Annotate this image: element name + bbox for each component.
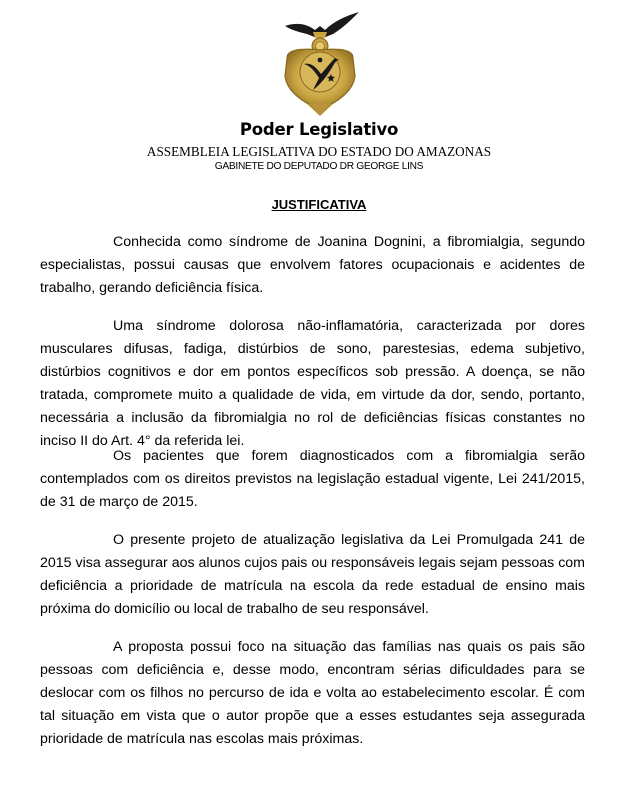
paragraph-5: A proposta possui foco na situação das famílias nas quais os pais são pessoas com deficiência e, desse modo, encontram sérias dificuldades para se deslocar com os filhos no percurso de ida e volta ao estabelecimento escolar. É com tal situação em vista que o autor propõe que a esses estudantes seja assegurada prioridade de matrícula nas escolas mais próximas. (40, 639, 585, 747)
paragraph-2: Uma síndrome dolorosa não-inflamatória, caracterizada por dores musculares difusas, fadiga, distúrbios de sono, parestesias, edema subjetivo, distúrbios cognitivos e dor em pontos específicos sob pressão. A doença, se não tratada, compromete muito a qualidade de vida, em virtude da dor, sendo, portanto, necessária a inclusão da fibromialgia no rol de deficiências físicas constantes no inciso II do Art. 4° da referida lei. (40, 318, 585, 449)
cabinet-name: GABINETE DO DEPUTADO DR GEORGE LINS (214, 161, 424, 172)
page-title: Poder Legislativo (239, 120, 399, 139)
document-heading: JUSTIFICATIVA (271, 197, 367, 212)
paragraph-4: O presente projeto de atualização legislativa da Lei Promulgada 241 de 2015 visa assegurar aos alunos cujos pais ou responsáveis legais sejam pessoas com deficiência a prioridade de matrícula na escola da rede estadual de ensino mais próxima do domicílio ou local de trabalho de seu responsável. (40, 532, 585, 617)
assembly-name: ASSEMBLEIA LEGISLATIVA DO ESTADO DO AMAZONAS (146, 144, 492, 159)
amazonas-coat-of-arms-icon (277, 4, 363, 116)
paragraph-1: Conhecida como síndrome de Joanina Dognini, a fibromialgia, segundo especialistas, possui causas que envolvem fatores ocupacionais e acidentes de trabalho, gerando deficiência física. (40, 234, 585, 296)
paragraph-3: Os pacientes que forem diagnosticados com a fibromialgia serão contemplados com os direitos previstos na legislação estadual vigente, Lei 241/2015, de 31 de março de 2015. (40, 448, 585, 510)
